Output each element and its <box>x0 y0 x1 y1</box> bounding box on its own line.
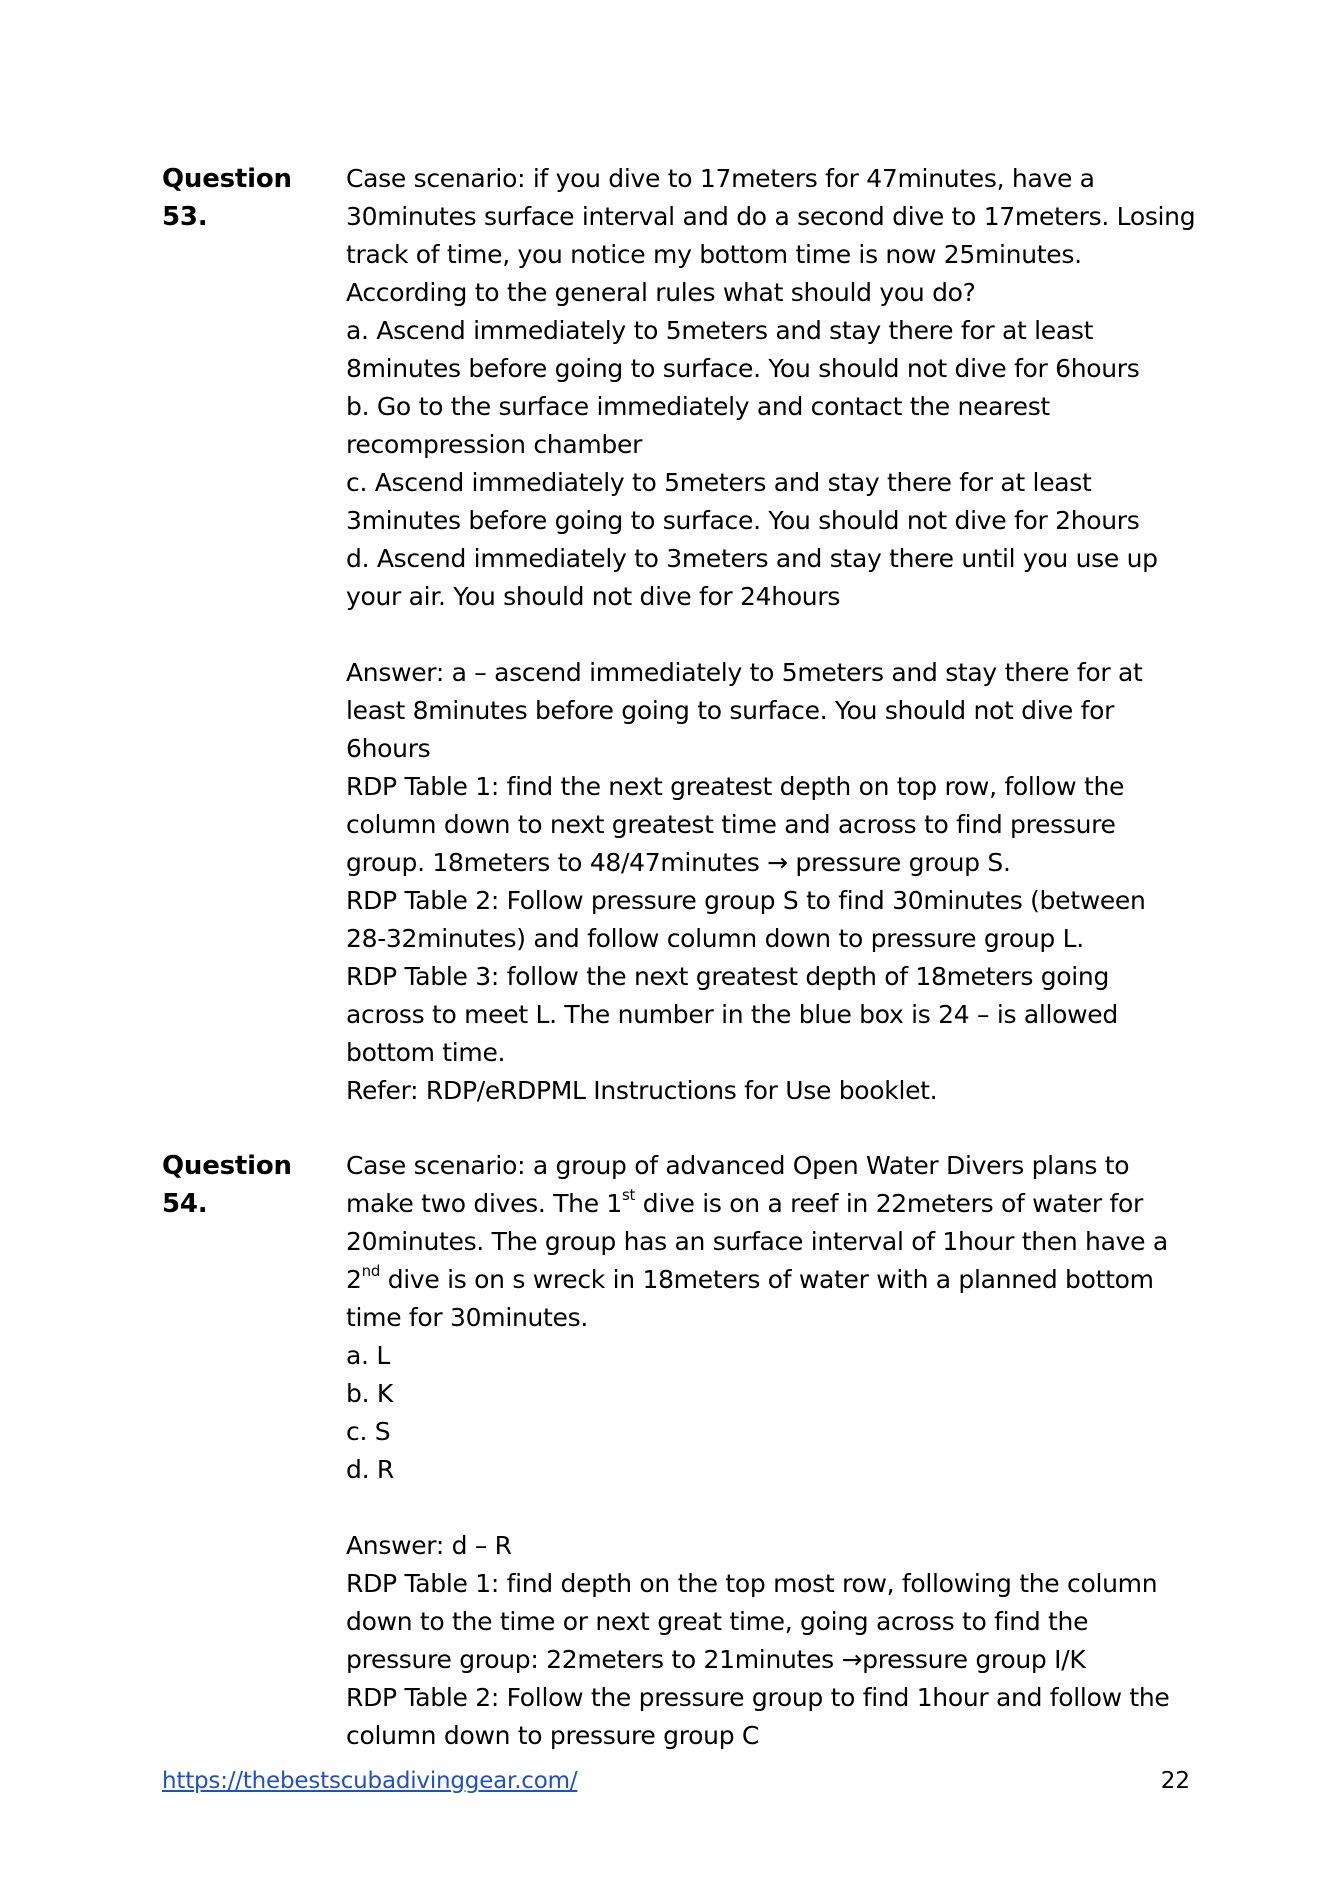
question-body <box>346 160 1196 1110</box>
reference-line: Refer: RDP/eRDPML Instructions for Use booklet. <box>346 1076 938 1105</box>
option-c-line: 3minutes before going to surface. You should not dive for 2hours <box>346 506 1140 535</box>
question-text-line: track of time, you notice my bottom time is now 25minutes. <box>346 240 1082 269</box>
option-b-line: b. Go to the surface immediately and contact the nearest <box>346 392 1050 421</box>
answer-line: Answer: a – ascend immediately to 5meters and stay there for at <box>346 658 1143 687</box>
explanation-line: bottom time. <box>346 1038 506 1067</box>
option-d-line: your air. You should not dive for 24hours <box>346 582 841 611</box>
option-d: d. R <box>346 1455 394 1484</box>
question-label: Question 53. <box>162 164 292 232</box>
explanation-line: RDP Table 1: find depth on the top most row, following the column <box>346 1569 1158 1598</box>
option-d-line: d. Ascend immediately to 3meters and stay there until you use up <box>346 544 1158 573</box>
explanation-line: 28-32minutes) and follow column down to pressure group L. <box>346 924 1084 953</box>
question-text-line: 2nd dive is on s wreck in 18meters of water with a planned bottom <box>346 1261 1154 1294</box>
option-a: a. L <box>346 1341 390 1370</box>
question-text-line: time for 30minutes. <box>346 1303 589 1332</box>
explanation-line: group. 18meters to 48/47minutes → pressure group S. <box>346 848 1011 877</box>
ordinal-superscript: nd <box>361 1261 381 1280</box>
question-text-line: make two dives. The 1st dive is on a reef in 22meters of water for <box>346 1185 1143 1218</box>
question-body <box>346 1147 1196 1755</box>
explanation-line: pressure group: 22meters to 21minutes →pressure group I/K <box>346 1645 1086 1674</box>
answer-line: least 8minutes before going to surface. You should not dive for <box>346 696 1115 725</box>
question-label: Question 54. <box>162 1151 292 1219</box>
answer-line: 6hours <box>346 734 431 763</box>
explanation-line: RDP Table 1: find the next greatest depth on top row, follow the <box>346 772 1125 801</box>
question-text-line: Case scenario: a group of advanced Open Water Divers plans to <box>346 1151 1130 1180</box>
question-text-line: According to the general rules what should you do? <box>346 278 976 307</box>
explanation-line: RDP Table 3: follow the next greatest depth of 18meters going <box>346 962 1110 991</box>
explanation-line: RDP Table 2: Follow pressure group S to find 30minutes (between <box>346 886 1146 915</box>
explanation-line: column down to next greatest time and across to find pressure <box>346 810 1116 839</box>
explanation-line: across to meet L. The number in the blue box is 24 – is allowed <box>346 1000 1118 1029</box>
option-a-line: 8minutes before going to surface. You should not dive for 6hours <box>346 354 1140 383</box>
option-c: c. S <box>346 1417 391 1446</box>
page-number: 22 <box>1160 1768 1190 1794</box>
option-b-line: recompression chamber <box>346 430 643 459</box>
explanation-line: column down to pressure group C <box>346 1721 760 1750</box>
question-text-line: Case scenario: if you dive to 17meters for 47minutes, have a <box>346 164 1095 193</box>
spacer <box>346 1489 1196 1527</box>
explanation-line: down to the time or next great time, going across to find the <box>346 1607 1089 1636</box>
footer-website-link[interactable]: https://thebestscubadivinggear.com/ <box>162 1768 578 1794</box>
ordinal-superscript: st <box>622 1185 636 1204</box>
answer-line: Answer: d – R <box>346 1531 512 1560</box>
question-text-line: 30minutes surface interval and do a second dive to 17meters. Losing <box>346 202 1196 231</box>
spacer <box>346 616 1196 654</box>
option-c-line: c. Ascend immediately to 5meters and stay there for at least <box>346 468 1092 497</box>
option-a-line: a. Ascend immediately to 5meters and stay there for at least <box>346 316 1094 345</box>
question-text-line: 20minutes. The group has an surface interval of 1hour then have a <box>346 1227 1168 1256</box>
explanation-line: RDP Table 2: Follow the pressure group to find 1hour and follow the <box>346 1683 1170 1712</box>
option-b: b. K <box>346 1379 393 1408</box>
